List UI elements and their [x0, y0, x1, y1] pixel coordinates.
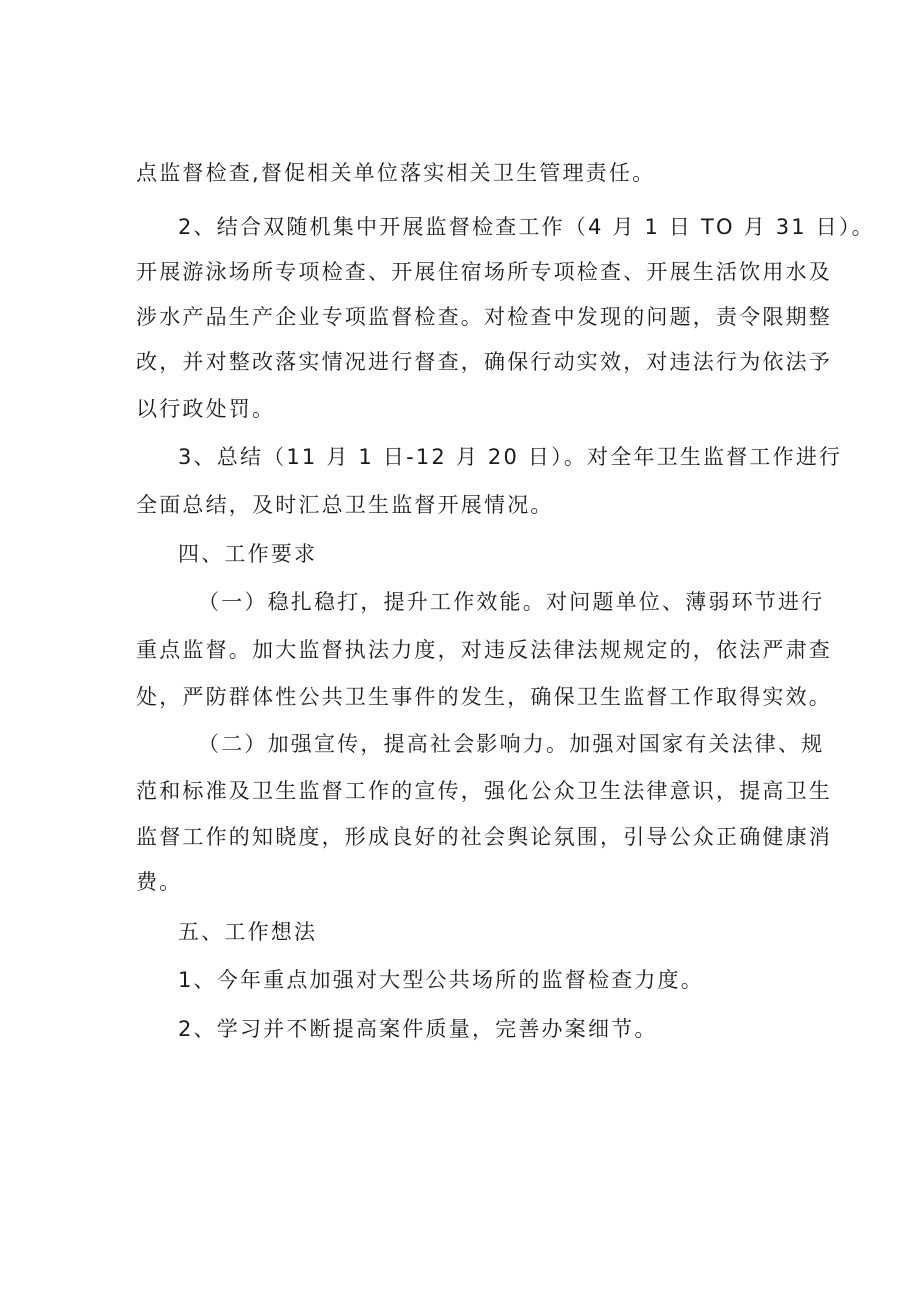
text-line: 全面总结，及时汇总卫生监督开展情况。: [136, 493, 554, 517]
text-line: 重点监督。加大监督执法力度，对违反法律法规规定的，依法严肃查: [136, 638, 832, 662]
text-line: 范和标准及卫生监督工作的宣传，强化公众卫生法律意识，提高卫生: [136, 779, 832, 803]
text-line: 开展游泳场所专项检查、开展住宿场所专项检查、开展生活饮用水及: [136, 260, 832, 284]
text-line: 改，并对整改落实情况进行督查，确保行动实效，对违法行为依法予: [136, 350, 832, 374]
text-line: 2、结合双随机集中开展监督检查工作（4 月 1 日 TO 月 31 日）。: [178, 215, 875, 239]
section-heading: 四、工作要求: [178, 542, 318, 566]
text-line: 涉水产品生产企业专项监督检查。对检查中发现的问题，责令限期整: [136, 305, 832, 329]
text-line: 1、今年重点加强对大型公共场所的监督检查力度。: [178, 968, 704, 992]
text-line: 以行政处罚。: [136, 397, 276, 421]
text-line: （一）稳扎稳打，提升工作效能。对问题单位、薄弱环节进行: [198, 590, 825, 614]
text-line: 费。: [136, 870, 183, 894]
text-line: 监督工作的知晓度，形成良好的社会舆论氛围，引导公众正确健康消: [136, 825, 832, 849]
text-line: （二）加强宣传，提高社会影响力。加强对国家有关法律、规: [198, 732, 825, 756]
text-line: 点监督检查,督促相关单位落实相关卫生管理责任。: [136, 161, 656, 185]
section-heading: 五、工作想法: [178, 920, 318, 944]
text-line: 3、总结（11 月 1 日-12 月 20 日）。对全年卫生监督工作进行: [178, 445, 843, 469]
text-line: 2、学习并不断提高案件质量，完善办案细节。: [178, 1017, 658, 1041]
text-line: 处，严防群体性公共卫生事件的发生，确保卫生监督工作取得实效。: [136, 685, 832, 709]
